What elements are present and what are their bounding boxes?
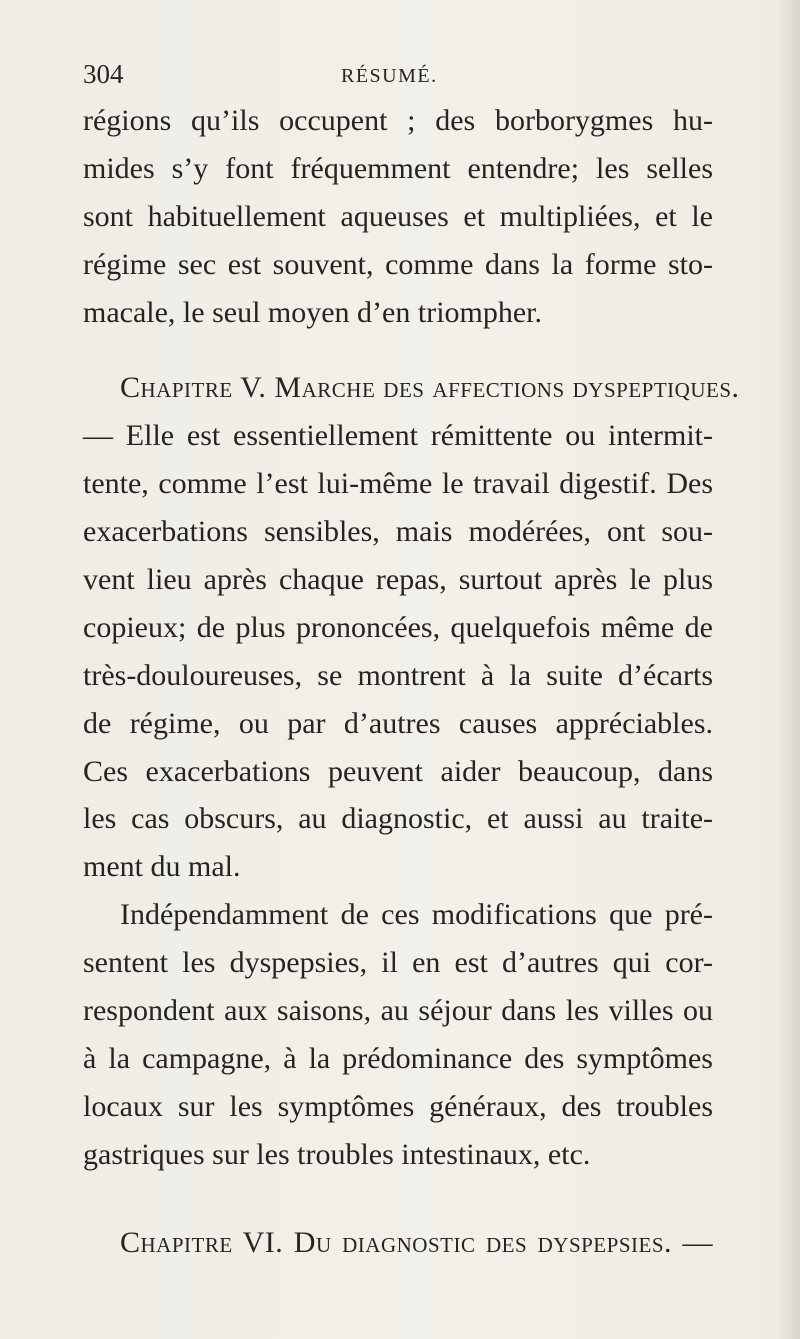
paragraph-spacer bbox=[83, 1179, 713, 1219]
text-line: exacerbations sensibles, mais modérées, ont sou- bbox=[83, 515, 713, 549]
text-line: Indépendamment de ces modifications que pré- bbox=[120, 898, 713, 932]
page-header bbox=[83, 58, 713, 98]
text-line: ment du mal. bbox=[83, 850, 241, 884]
text-line: vent lieu après chaque repas, surtout après le plus bbox=[83, 563, 713, 597]
chapter-5-heading: Chapitre V. Marche des affections dyspeptiques. bbox=[120, 371, 740, 405]
paragraph-spacer bbox=[83, 336, 713, 364]
text-line: de régime, ou par d’autres causes appréciables. bbox=[83, 706, 713, 740]
chapter-6-heading: Chapitre VI. Du diagnostic des dyspepsies. — bbox=[120, 1225, 713, 1259]
page-number: 304 bbox=[83, 59, 124, 89]
text-line: macale, le seul moyen d’en triompher. bbox=[83, 295, 543, 329]
text-line: à la campagne, à la prédominance des symptômes bbox=[83, 1041, 713, 1075]
paragraph-continuation bbox=[83, 97, 713, 336]
text-line: régions qu’ils occupent ; des borborygmes hu- bbox=[83, 104, 713, 137]
text-line: sentent les dyspepsies, il en est d’autres qui cor- bbox=[83, 946, 713, 980]
text-line: gastriques sur les troubles intestinaux, etc. bbox=[83, 1137, 591, 1171]
text-line: très-douloureuses, se montrent à la suite d’écarts bbox=[83, 658, 713, 692]
text-line: — Elle est essentiellement rémittente ou intermit- bbox=[83, 419, 713, 453]
text-line: respondent aux saisons, au séjour dans les villes ou bbox=[83, 994, 713, 1028]
text-line: locaux sur les symptômes généraux, des troubles bbox=[83, 1089, 713, 1123]
paragraph-3 bbox=[83, 891, 713, 1178]
text-line: sont habituellement aqueuses et multipliées, et le bbox=[83, 199, 713, 233]
text-line: régime sec est souvent, comme dans la forme sto- bbox=[83, 247, 713, 281]
body-text bbox=[83, 97, 740, 1266]
text-line: tente, comme l’est lui-même le travail digestif. Des bbox=[83, 467, 713, 501]
chapter-6-section bbox=[83, 1219, 713, 1267]
text-line: copieux; de plus prononcées, quelquefois même de bbox=[83, 610, 713, 644]
chapter-5-section bbox=[83, 364, 740, 891]
text-line: Ces exacerbations peuvent aider beaucoup, dans bbox=[83, 754, 713, 788]
text-line: mides s’y font fréquemment entendre; les selles bbox=[83, 151, 713, 185]
running-head: RÉSUMÉ. bbox=[341, 65, 438, 87]
text-line: les cas obscurs, au diagnostic, et aussi au traite- bbox=[83, 802, 713, 836]
